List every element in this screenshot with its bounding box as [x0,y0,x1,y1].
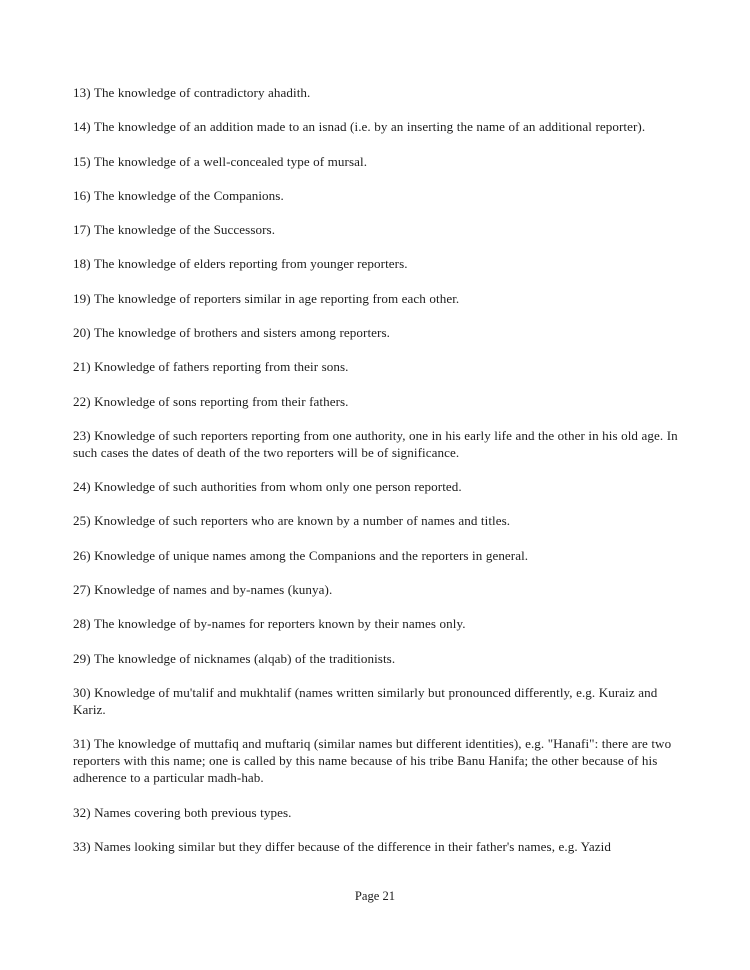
body-paragraph: 31) The knowledge of muttafiq and muftariq (similar names but different identities), e.g. "Hanafi": there are two reporters with this name; one is called by this name because of his tribe Banu Hanifa; the other because of his adherence to a particular madh-hab. [73,736,672,786]
body-paragraph: 18) The knowledge of elders reporting from younger reporters. [73,256,408,272]
page-footer: Page 21 [354,889,396,903]
body-paragraph: 29) The knowledge of nicknames (alqab) of the traditionists. [73,650,396,666]
body-paragraph: 13) The knowledge of contradictory ahadith. [73,85,311,100]
body-paragraph: 15) The knowledge of a well-concealed type of mursal. [73,153,368,169]
document-body [73,84,679,855]
body-paragraph: 28) The knowledge of by-names for reporters known by their names only. [73,616,466,632]
body-paragraph: 21) Knowledge of fathers reporting from their sons. [73,359,349,375]
body-paragraph: 25) Knowledge of such reporters who are known by a number of names and titles. [73,513,511,529]
body-paragraph: 20) The knowledge of brothers and sisters among reporters. [73,324,390,340]
body-paragraph: 14) The knowledge of an addition made to an isnad (i.e. by an inserting the name of an additional reporter). [73,119,646,135]
body-paragraph: 22) Knowledge of sons reporting from their fathers. [73,393,349,409]
body-paragraph: 33) Names looking similar but they differ because of the difference in their father's names, e.g. Yazid [73,839,611,854]
body-paragraph: 26) Knowledge of unique names among the Companions and the reporters in general. [73,547,529,563]
body-paragraph: 24) Knowledge of such authorities from whom only one person reported. [73,479,462,495]
body-paragraph: 32) Names covering both previous types. [73,804,292,820]
body-paragraph: 30) Knowledge of mu'talif and mukhtalif (names written similarly but pronounced differently, e.g. Kuraiz and Kariz. [73,684,658,717]
body-paragraph: 19) The knowledge of reporters similar in age reporting from each other. [73,290,460,306]
body-paragraph: 23) Knowledge of such reporters reporting from one authority, one in his early life and the other in his old age. In such cases the dates of death of the two reporters will be of significance. [73,427,678,460]
body-paragraph: 27) Knowledge of names and by-names (kunya). [73,582,333,598]
body-paragraph: 16) The knowledge of the Companions. [73,187,284,203]
body-paragraph: 17) The knowledge of the Successors. [73,222,276,238]
